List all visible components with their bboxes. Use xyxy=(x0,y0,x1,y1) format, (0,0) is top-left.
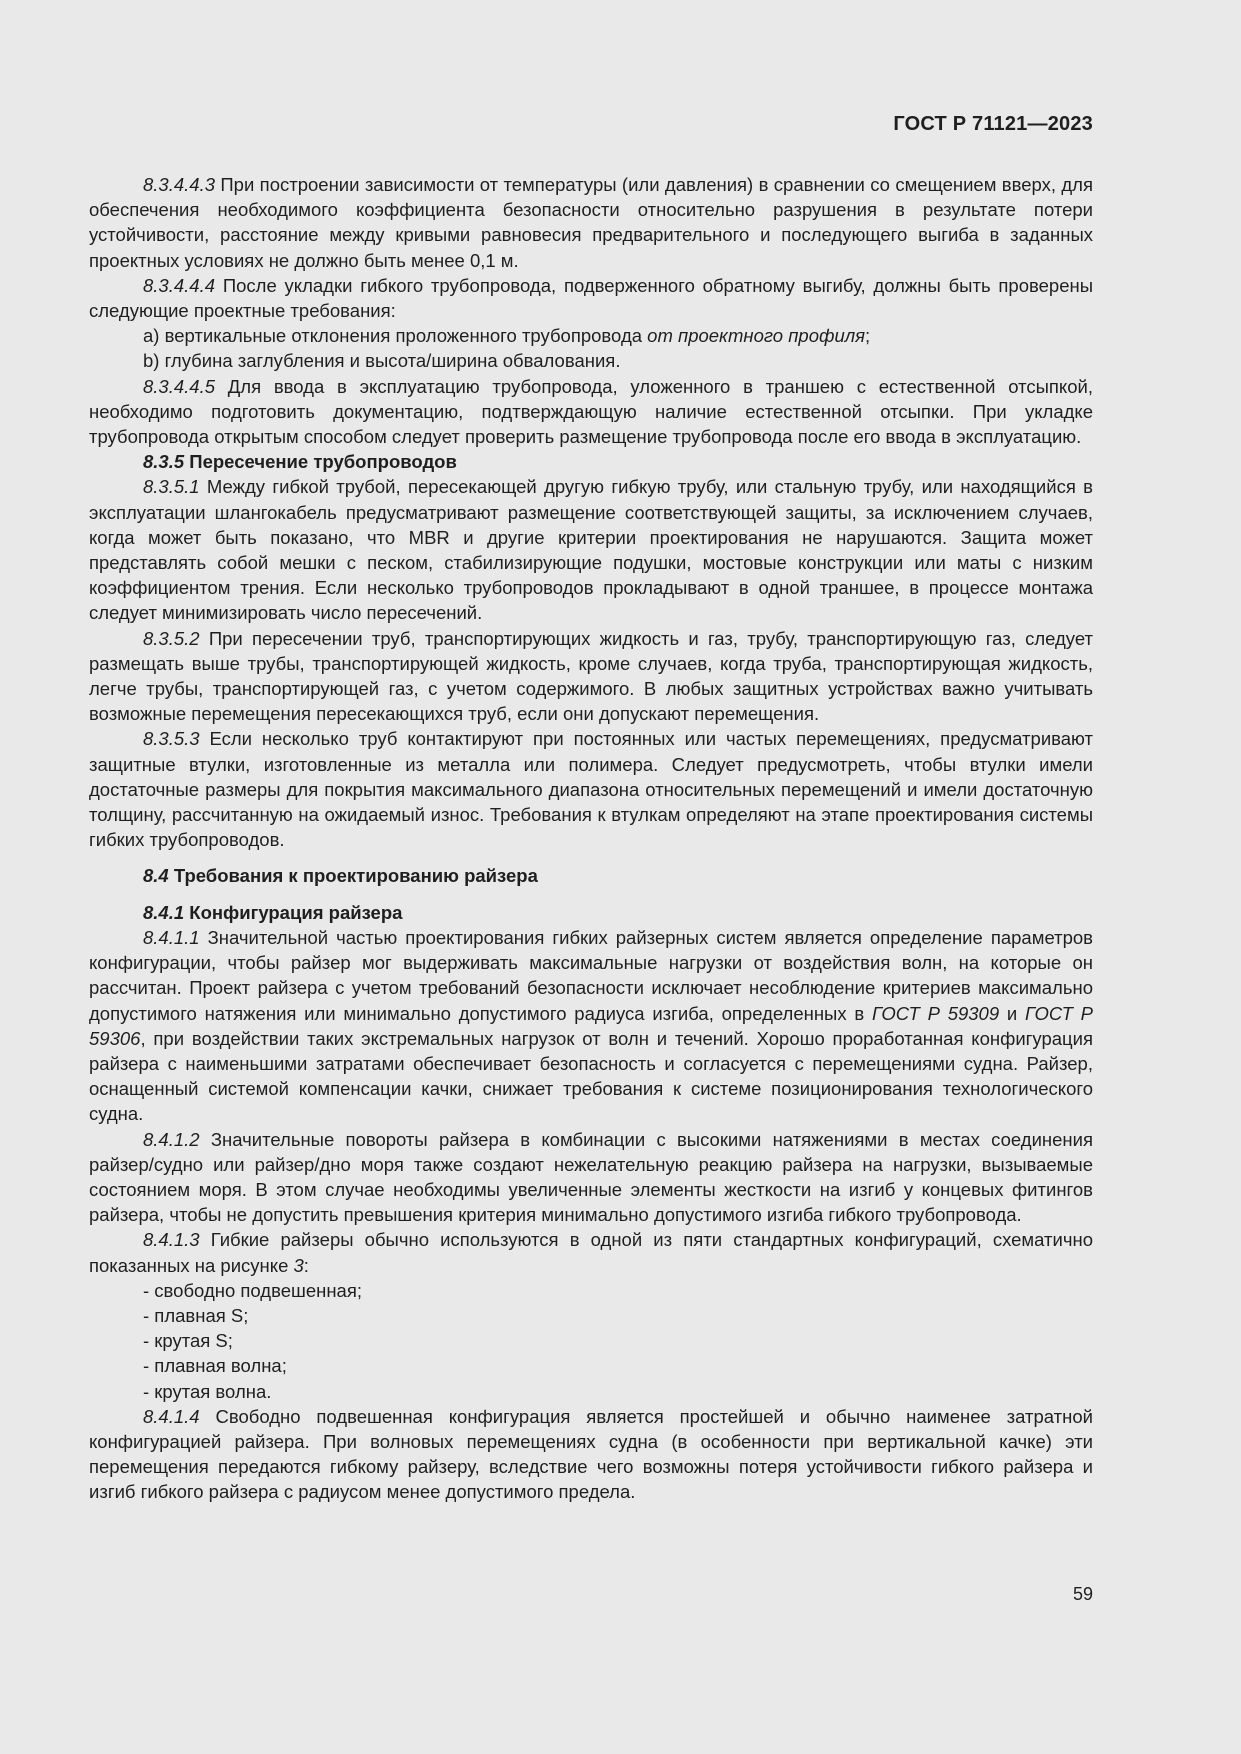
clause-number: 8.3.5.3 xyxy=(143,728,200,750)
clause-number: 8.3.5.2 xyxy=(143,627,200,649)
list-item-a: а) вертикальные отклонения проложенного трубопровода от проектного профиля; xyxy=(143,325,871,347)
heading-text: Конфигурация райзера xyxy=(184,901,403,923)
list-item-b: b) глубина заглубления и высота/ширина обвалования. xyxy=(143,350,621,372)
paragraph-text: Свободно подвешенная конфигурация является простейшей и обычно наименее затратной конфигурацией райзера. При волновых перемещениях судна (в особенности при вертикальной качке) эти перемещения передаются гибкому райзеру, вследствие чего возможны потеря устойчивости гибкого райзера и изгиб гибкого райзера с радиусом менее допустимого предела. xyxy=(89,1405,1093,1503)
heading-text: Требования к проектированию райзера xyxy=(168,865,538,887)
paragraph-8-3-4-4-5 xyxy=(89,374,1093,450)
clause-number: 8.4.1.3 xyxy=(143,1229,200,1251)
paragraph-text: Для ввода в эксплуатацию трубопровода, уложенного в траншею с естественной отсыпкой, необходимо подготовить документацию, подтверждающую наличие естественной отсыпки. При укладке трубопровода открытым способом следует проверить размещение трубопровода после его ввода в эксплуатацию. xyxy=(89,375,1093,448)
document-header: ГОСТ Р 71121—2023 xyxy=(893,113,1093,135)
clause-number: 8.4.1.2 xyxy=(143,1128,200,1150)
list-item: - свободно подвешенная; xyxy=(143,1279,362,1301)
clause-number: 8.3.4.4.3 xyxy=(143,174,216,195)
clause-number: 8.3.5 xyxy=(143,451,185,473)
list-item: - плавная S; xyxy=(143,1304,249,1326)
clause-number: 8.4.1.1 xyxy=(143,926,200,948)
paragraph-8-4-1-1: 8.4.1.1 Значительной частью проектирования гибких райзерных систем является определение параметров конфигурации, чтобы райзер мог выдерживать максимальные нагрузки от воздействия волн, на которые он рассчитан. Проект райзера с учетом требований безопасности исключает несоблюдение критериев максимально допустимого натяжения или минимально допустимого радиуса изгиба, определенных в ГОСТ Р 59309 и ГОСТ Р 59306, при воздействии таких экстремальных нагрузок от волн и течений. Хорошо проработанная конфигурация райзера с наименьшими затратами обеспечивает безопасность и согласуется с перемещениями судна. Райзер, оснащенный системой компенсации качки, снижает требования к системе позиционирования технологического судна. xyxy=(89,926,1093,1125)
paragraph-8-4-1-4 xyxy=(89,1404,1093,1505)
paragraph-text: При построении зависимости от температуры (или давления) в сравнении со смещением вверх, для обеспечения необходимого коэффициента безопасности относительно разрушения в результате потери устойчивости, расстояние между кривыми равновесия предварительного и последующего выгиба в заданных проектных условиях не должно быть менее 0,1 м. xyxy=(89,174,1093,271)
document-body xyxy=(89,172,1093,1505)
section-heading-8-3-5 xyxy=(89,449,1093,474)
list-item: - крутая S; xyxy=(143,1330,233,1352)
paragraph-8-3-4-4-4 xyxy=(89,273,1093,323)
section-heading-8-4 xyxy=(89,863,1093,888)
page-number: 59 xyxy=(1072,1584,1093,1604)
clause-number: 8.3.5.1 xyxy=(143,476,200,498)
clause-number: 8.4.1.4 xyxy=(143,1405,200,1427)
standard-reference: ГОСТ Р 59306 xyxy=(89,1002,1093,1049)
paragraph-8-3-4-4-3 xyxy=(89,172,1093,273)
paragraph-8-3-5-1 xyxy=(89,474,1093,625)
paragraph-8-3-5-2 xyxy=(89,626,1093,727)
list-item: - крутая волна. xyxy=(143,1380,272,1402)
heading-text: Пересечение трубопроводов xyxy=(184,451,457,473)
paragraph-text: При пересечении труб, транспортирующих жидкость и газ, трубу, транспортирующую газ, следует размещать выше трубы, транспортирующей жидкость, кроме случаев, когда труба, транспортирующая жидкость, легче трубы, транспортирующей газ, с учетом содержимого. В любых защитных устройствах важно учитывать возможные перемещения пересекающихся труб, если они допускают перемещения. xyxy=(89,627,1093,725)
paragraph-text: Если несколько труб контактируют при постоянных или частых перемещениях, предусматривают защитные втулки, изготовленные из металла или полимера. Следует предусмотреть, чтобы втулки имели достаточные размеры для покрытия максимального диапазона относительных перемещений и имели достаточную толщину, рассчитанную на ожидаемый износ. Требования к втулкам определяют на этапе проектирования системы гибких трубопроводов. xyxy=(89,728,1093,851)
paragraph-8-4-1-3: 8.4.1.3 Гибкие райзеры обычно используются в одной из пяти стандартных конфигураций, схематично показанных на рисунке 3: xyxy=(89,1229,1093,1276)
clause-number: 8.3.4.4.4 xyxy=(143,274,216,296)
paragraph-8-4-1-2 xyxy=(89,1127,1093,1228)
paragraph-8-3-5-3 xyxy=(89,726,1093,852)
clause-number: 8.3.4.4.5 xyxy=(143,375,216,397)
paragraph-text: После укладки гибкого трубопровода, подверженного обратному выгибу, должны быть проверены следующие проектные требования: xyxy=(89,274,1093,322)
paragraph-text: Между гибкой трубой, пересекающей другую гибкую трубу, или стальную трубу, или находящийся в эксплуатации шлангокабель предусматривают размещение соответствующей защиты, за исключением случаев, когда может быть показано, что MBR и другие критерии проектирования не нарушаются. Защита может представлять собой мешки с песком, стабилизирующие подушки, мостовые конструкции или маты с низким коэффициентом трения. Если несколько трубопроводов прокладывают в одной траншее, в процессе монтажа следует минимизировать число пересечений. xyxy=(89,476,1093,624)
list-item: - плавная волна; xyxy=(143,1355,287,1377)
clause-number: 8.4 xyxy=(143,865,169,887)
clause-number: 8.4.1 xyxy=(143,901,185,923)
standard-reference: ГОСТ Р 59309 xyxy=(871,1002,1000,1024)
section-heading-8-4-1 xyxy=(89,900,1093,925)
paragraph-text: Значительные повороты райзера в комбинации с высокими натяжениями в местах соединения райзер/судно или райзер/дно моря также создают нежелательную реакцию райзера на нагрузки, вызываемые состоянием моря. В этом случае необходимы увеличенные элементы жесткости на изгиб у концевых фитингов райзера, чтобы не допустить превышения критерия минимально допустимого изгиба гибкого трубопровода. xyxy=(89,1128,1093,1226)
figure-reference: 3 xyxy=(293,1254,304,1276)
